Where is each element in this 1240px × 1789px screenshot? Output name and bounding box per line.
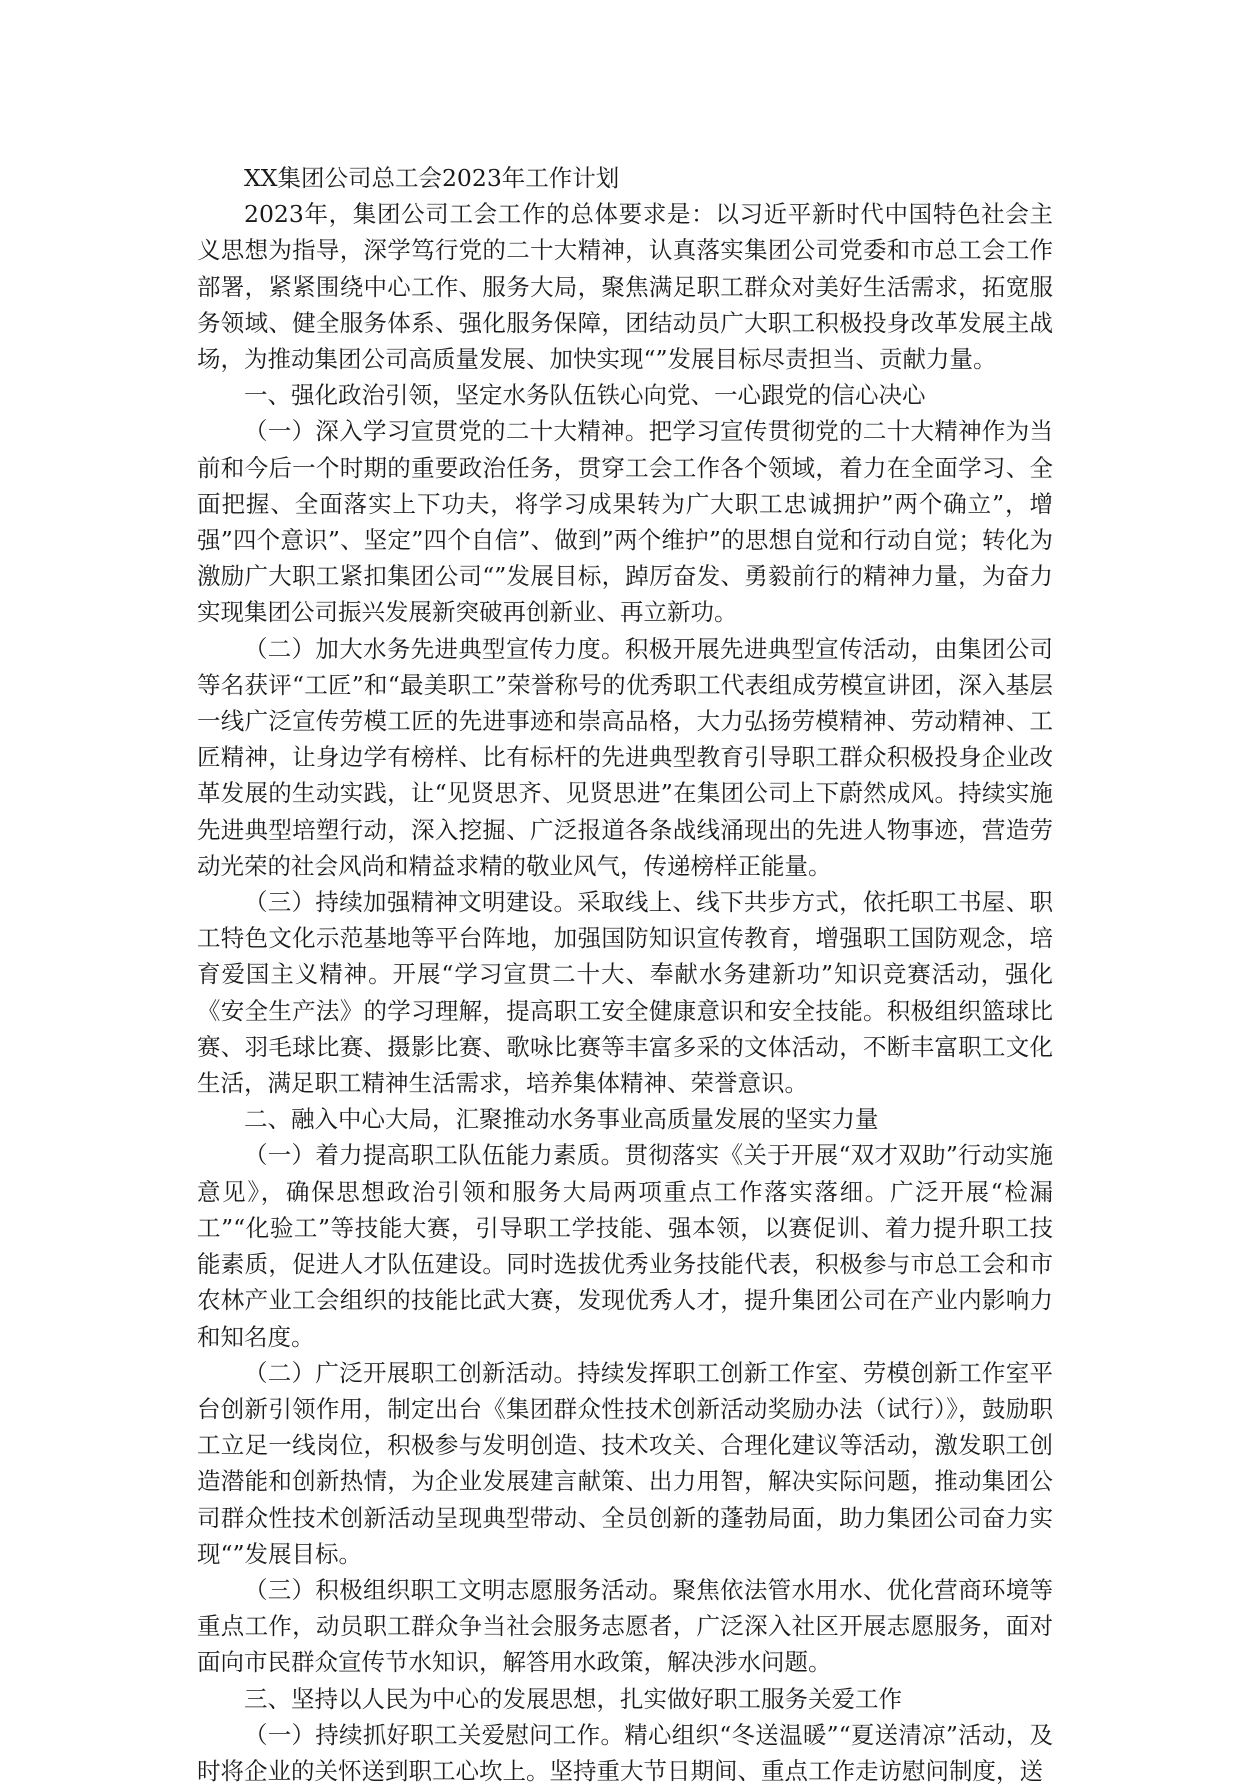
- section-2-paragraph-1: （一）着力提高职工队伍能力素质。贯彻落实《关于开展“双才双助”行动实施意见》，确保思想政治引领和服务大局两项重点工作落实落细。广泛开展“检漏工”“化验工”等技能大赛，引导职工学技能、强本领，以赛促训、着力提升职工技能素质，促进人才队伍建设。同时选拔优秀业务技能代表，积极参与市总工会和市农林产业工会组织的技能比武大赛，发现优秀人才，提升集团公司在产业内影响力和知名度。: [197, 1141, 1053, 1351]
- section-heading-3: 三、坚持以人民为中心的发展思想，扎实做好职工服务关爱工作: [244, 1684, 902, 1713]
- section-1-paragraph-3: （三）持续加强精神文明建设。采取线上、线下共步方式，依托职工书屋、职工特色文化示范基地等平台阵地，加强国防知识宣传教育，增强职工国防观念，培育爱国主义精神。开展“学习宣贯二十大、奉献水务建新功”知识竞赛活动，强化《安全生产法》的学习理解，提高职工安全健康意识和安全技能。积极组织篮球比赛、羽毛球比赛、摄影比赛、歌咏比赛等丰富多采的文体活动，不断丰富职工文化生活，满足职工精神生活需求，培养集体精神、荣誉意识。: [197, 888, 1053, 1098]
- section-heading-1: 一、强化政治引领，坚定水务队伍铁心向党、一心跟党的信心决心: [244, 381, 926, 410]
- section-3-paragraph-1: （一）持续抓好职工关爱慰问工作。精心组织“冬送温暖”“夏送清凉”活动，及时将企业的关怀送到职工心坎上。坚持重大节日期间、重点工作走访慰问制度，送: [197, 1720, 1053, 1785]
- section-1-paragraph-1: （一）深入学习宣贯党的二十大精神。把学习宣传贯彻党的二十大精神作为当前和今后一个时期的重要政治任务，贯穿工会工作各个领域，着力在全面学习、全面把握、全面落实上下功夫，将学习成果转为广大职工忠诚拥护”两个确立”，增强”四个意识”、坚定”四个自信”、做到”两个维护”的思想自觉和行动自觉；转化为激励广大职工紧扣集团公司“”发展目标，踔厉奋发、勇毅前行的精神力量，为奋力实现集团公司振兴发展新突破再创新业、再立新功。: [197, 417, 1053, 627]
- section-2-paragraph-2: （二）广泛开展职工创新活动。持续发挥职工创新工作室、劳模创新工作室平台创新引领作用，制定出台《集团群众性技术创新活动奖励办法（试行）》，鼓励职工立足一线岗位，积极参与发明创造、技术攻关、合理化建议等活动，激发职工创造潜能和创新热情，为企业发展建言献策、出力用智，解决实际问题，推动集团公司群众性技术创新活动呈现典型带动、全员创新的蓬勃局面，助力集团公司奋力实现“”发展目标。: [197, 1358, 1053, 1568]
- document-title: XX集团公司总工会2023年工作计划: [244, 164, 620, 192]
- intro-paragraph: 2023年，集团公司工会工作的总体要求是：以习近平新时代中国特色社会主义思想为指导，深学笃行党的二十大精神，认真落实集团公司党委和市总工会工作部署，紧紧围绕中心工作、服务大局，聚焦满足职工群众对美好生活需求，拓宽服务领域、健全服务体系、强化服务保障，团结动员广大职工积极投身改革发展主战场，为推动集团公司高质量发展、加快实现“”发展目标尽责担当、贡献力量。: [197, 200, 1053, 374]
- section-1-paragraph-2: （二）加大水务先进典型宣传力度。积极开展先进典型宣传活动，由集团公司等名获评“工匠”和“最美职工”荣誉称号的优秀职工代表组成劳模宣讲团，深入基层一线广泛宣传劳模工匠的先进事迹和崇高品格，大力弘扬劳模精神、劳动精神、工匠精神，让身边学有榜样、比有标杆的先进典型教育引导职工群众积极投身企业改革发展的生动实践，让“见贤思齐、见贤思进”在集团公司上下蔚然成风。持续实施先进典型培塑行动，深入挖掘、广泛报道各条战线涌现出的先进人物事迹，营造劳动光荣的社会风尚和精益求精的敬业风气，传递榜样正能量。: [197, 634, 1053, 880]
- document-page: [197, 160, 1053, 1789]
- section-heading-2: 二、融入中心大局，汇聚推动水务事业高质量发展的坚实力量: [244, 1105, 879, 1134]
- section-2-paragraph-3: （三）积极组织职工文明志愿服务活动。聚焦依法管水用水、优化营商环境等重点工作，动员职工群众争当社会服务志愿者，广泛深入社区开展志愿服务，面对面向市民群众宣传节水知识，解答用水政策，解决涉水问题。: [197, 1575, 1053, 1677]
